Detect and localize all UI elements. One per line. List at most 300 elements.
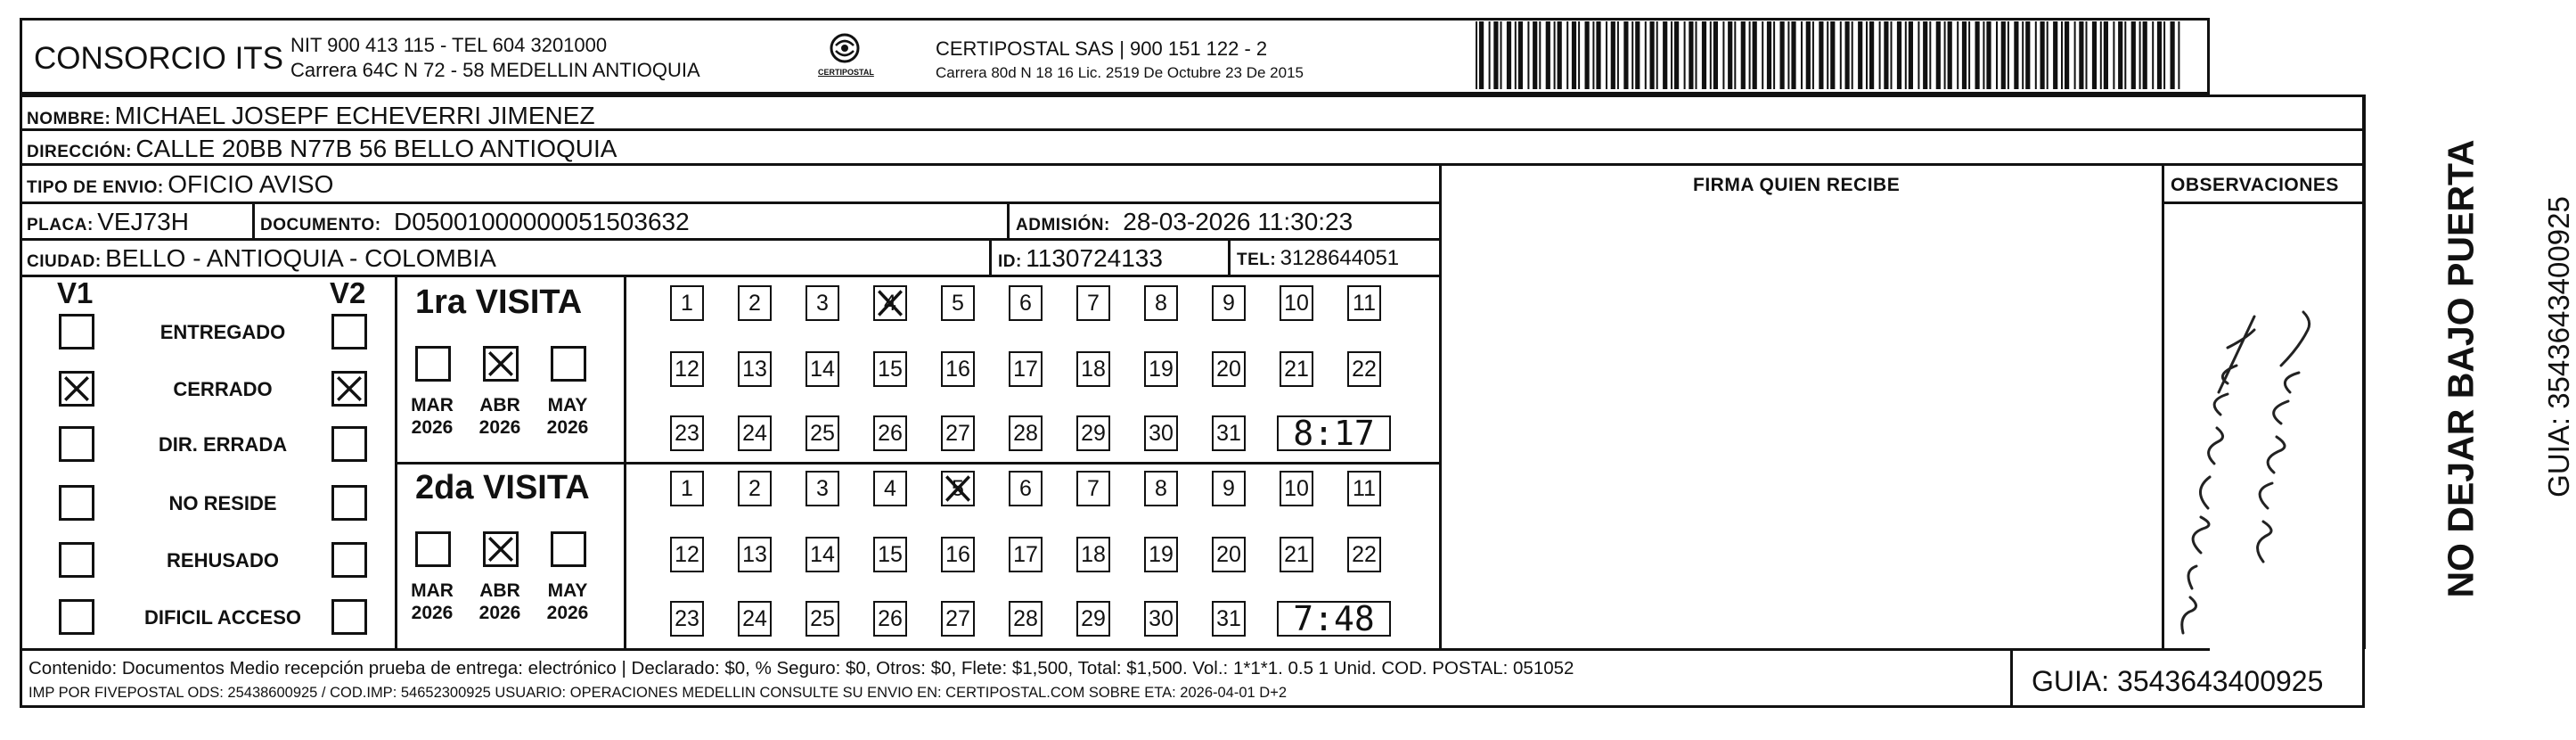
status-label: NO RESIDE (168, 492, 277, 514)
barcode-bar (1623, 21, 1628, 89)
day-number: 22 (1352, 542, 1377, 567)
col-divider (1007, 201, 1010, 239)
month-year-label (478, 580, 522, 624)
day-cell[interactable] (1212, 351, 1246, 387)
barcode-bar (1635, 21, 1640, 89)
status-v1-checkbox[interactable] (59, 599, 94, 635)
day-cell[interactable] (670, 471, 704, 506)
barcode-bar (2053, 21, 2057, 89)
day-number: 7 (1087, 291, 1100, 316)
v1-header: V1 (57, 276, 94, 309)
barcode-bar (1767, 21, 1771, 89)
day-number: 3 (816, 291, 829, 316)
barcode-bar (2074, 21, 2076, 89)
day-number: 9 (1223, 291, 1235, 316)
status-v2-checkbox[interactable] (331, 314, 367, 349)
barcode-bar (1753, 21, 1757, 89)
barcode-bar (1819, 21, 1823, 89)
day-number: 10 (1284, 476, 1309, 501)
placa-label: PLACA: (27, 216, 94, 234)
day-number: 10 (1284, 291, 1309, 316)
barcode-bar (1671, 21, 1672, 89)
day-cell[interactable] (873, 285, 907, 321)
day-cell[interactable] (1144, 285, 1178, 321)
day-number: 25 (810, 606, 835, 631)
month-checkbox[interactable] (551, 346, 586, 382)
status-v1-checkbox[interactable] (59, 426, 94, 462)
visit1-title: 1ra VISITA (415, 284, 583, 321)
row-divider (20, 163, 2363, 166)
barcode-bar (1909, 21, 1913, 89)
day-cell[interactable] (873, 537, 907, 572)
day-number: 1 (681, 476, 693, 501)
day-cell[interactable] (1280, 351, 1313, 387)
row-divider (20, 238, 1439, 241)
barcode-bar (1905, 21, 1907, 89)
nombre-value: MICHAEL JOSEPF ECHEVERRI JIMENEZ (114, 102, 595, 129)
barcode-bar (2178, 21, 2179, 89)
day-number: 6 (1019, 476, 1032, 501)
month-label: MAR (411, 395, 454, 415)
day-cell[interactable] (1144, 415, 1178, 451)
day-number: 24 (742, 606, 767, 631)
barcode-bar (1780, 21, 1785, 89)
day-number: 16 (945, 357, 970, 382)
month-checkbox[interactable] (415, 346, 451, 382)
day-number: 23 (675, 421, 699, 446)
status-v2-x-mark (334, 374, 364, 404)
barcode-bar (1507, 21, 1511, 89)
barcode-bar (1656, 21, 1658, 89)
day-cell[interactable] (941, 537, 975, 572)
company-line-1: NIT 900 413 115 - TEL 604 3201000 (290, 34, 608, 56)
day-number: 14 (810, 357, 835, 382)
barcode-bar (2118, 21, 2122, 89)
day-cell[interactable] (1280, 471, 1313, 506)
day-cell[interactable] (1009, 285, 1043, 321)
day-number: 13 (742, 542, 767, 567)
month-year-label (410, 394, 454, 439)
day-number: 29 (1081, 606, 1106, 631)
barcode-bar (1527, 21, 1529, 89)
barcode-bar (2100, 21, 2102, 89)
barcode-bar (1827, 21, 1828, 89)
barcode-bar (2014, 21, 2018, 89)
day-cell[interactable] (873, 415, 907, 451)
ciudad-value: BELLO - ANTIOQUIA - COLOMBIA (105, 244, 496, 272)
status-v2-checkbox[interactable] (331, 371, 367, 407)
barcode-bar (1558, 21, 1562, 89)
barcode-bar (2079, 21, 2083, 89)
barcode-bar (2022, 21, 2024, 89)
status-v1-checkbox[interactable] (59, 542, 94, 578)
barcode-bar (1645, 21, 1647, 89)
day-cell[interactable] (941, 351, 975, 387)
day-cell[interactable] (1280, 285, 1313, 321)
day-cell[interactable] (1212, 537, 1246, 572)
placa-value: VEJ73H (97, 208, 189, 235)
day-number: 23 (675, 606, 699, 631)
outer-right-divider (2363, 95, 2366, 649)
day-cell[interactable] (873, 601, 907, 637)
barcode-bar (1812, 21, 1814, 89)
day-cell[interactable] (1009, 537, 1043, 572)
certipostal-logo (816, 32, 873, 84)
day-cell[interactable] (1212, 471, 1246, 506)
barcode-bar (1975, 21, 1980, 89)
barcode-bar (2061, 21, 2063, 89)
nombre-label: NOMBRE: (27, 110, 111, 128)
barcode-bar (2035, 21, 2037, 89)
barcode-bar (1968, 21, 1970, 89)
status-v1-checkbox[interactable] (59, 485, 94, 521)
month-label: MAY (547, 395, 588, 415)
barcode-bar (1983, 21, 1984, 89)
day-number: 9 (1223, 476, 1235, 501)
day-cell[interactable] (806, 471, 839, 506)
day-cell[interactable] (738, 601, 772, 637)
barcode-bar (1944, 21, 1946, 89)
day-number: 16 (945, 542, 970, 567)
form-frame (20, 95, 2365, 708)
barcode-bar (1791, 21, 1795, 89)
status-v2-checkbox[interactable] (331, 426, 367, 462)
barcode-bar (1546, 21, 1550, 89)
day-number: 28 (1013, 421, 1038, 446)
day-number: 27 (945, 421, 970, 446)
year-label: 2026 (478, 603, 521, 623)
day-number: 2 (748, 476, 761, 501)
barcode-bar (1891, 21, 1893, 89)
day-cell[interactable] (670, 415, 704, 451)
tipo-value: OFICIO AVISO (168, 170, 334, 198)
day-cell[interactable] (1144, 351, 1178, 387)
day-cell[interactable] (806, 285, 839, 321)
row-divider (20, 201, 1439, 204)
tel-value: 3128644051 (1280, 246, 1400, 270)
day-cell[interactable] (738, 537, 772, 572)
day-cell[interactable] (670, 285, 704, 321)
day-number: 8 (1155, 476, 1167, 501)
barcode-bar (1948, 21, 1952, 89)
visit2-title: 2da VISITA (415, 469, 590, 506)
barcode-bar (2139, 21, 2141, 89)
day-cell[interactable] (873, 471, 907, 506)
ciudad-label: CIUDAD: (27, 252, 102, 271)
barcode-bar (1801, 21, 1803, 89)
barcode-bar (1957, 21, 1959, 89)
barcode-bar (2065, 21, 2069, 89)
barcode-bar (1840, 21, 1842, 89)
day-cell[interactable] (1280, 537, 1313, 572)
day-number: 15 (878, 357, 903, 382)
barcode-bar (1493, 21, 1498, 89)
day-cell[interactable] (738, 415, 772, 451)
barcode-bar (1702, 21, 1706, 89)
day-number: 30 (1149, 606, 1174, 631)
month-label: ABR (479, 580, 520, 601)
side-text (2372, 125, 2575, 624)
day-number: 26 (878, 421, 903, 446)
day-number: 15 (878, 542, 903, 567)
day-cell[interactable] (1009, 601, 1043, 637)
day-number: 29 (1081, 421, 1106, 446)
status-label: CERRADO (173, 378, 273, 400)
day-cell[interactable] (670, 601, 704, 637)
barcode-bar (1592, 21, 1594, 89)
day-number: 4 (884, 476, 896, 501)
day-cell[interactable] (738, 285, 772, 321)
day-cell[interactable] (1212, 415, 1246, 451)
barcode-bar (1515, 21, 1517, 89)
barcode-bar (2025, 21, 2030, 89)
day-number: 28 (1013, 606, 1038, 631)
barcode-bar (2163, 21, 2165, 89)
obs-divider (2162, 163, 2164, 649)
day-cell[interactable] (670, 537, 704, 572)
month-year-label (545, 580, 590, 624)
day-number: 11 (1353, 291, 1376, 316)
barcode-bar (1918, 21, 1919, 89)
day-number: 31 (1216, 606, 1241, 631)
day-cell[interactable] (806, 601, 839, 637)
day-cell[interactable] (1076, 537, 1110, 572)
barcode-bar (2092, 21, 2097, 89)
barcode-bar (1713, 21, 1718, 89)
barcode-bar (1518, 21, 1523, 89)
barcode-bar (1489, 21, 1491, 89)
barcode-bar (1936, 21, 1941, 89)
day-cell[interactable] (806, 351, 839, 387)
footer-line-1: Contenido: Documentos Medio recepción prueba de entrega: electrónico | Declarado: $0, % Seguro: $0, Otros: $0, Flete: $1,500, Total: $1,500. Vol.: 1*1*1. 0.5 1 Unid. COD. POSTAL: 051052 (29, 658, 1574, 678)
documento-value: D05001000000051503632 (394, 208, 690, 235)
status-label: ENTREGADO (159, 321, 286, 343)
day-number: 18 (1081, 542, 1106, 567)
barcode-bar (1710, 21, 1712, 89)
day-cell[interactable] (1347, 537, 1381, 572)
barcode-bar (1869, 21, 1874, 89)
barcode-bar (2124, 21, 2126, 89)
day-cell[interactable] (1144, 471, 1178, 506)
day-number: 6 (1019, 291, 1032, 316)
day-number: 12 (675, 357, 699, 382)
day-number: 21 (1284, 542, 1309, 567)
visit-time-box[interactable]: 8:17 (1277, 415, 1391, 451)
day-number: 18 (1081, 357, 1106, 382)
tipo-label: TIPO DE ENVIO: (27, 178, 164, 197)
month-label: MAY (547, 580, 588, 601)
barcode-bar (1762, 21, 1763, 89)
day-cell[interactable] (1144, 537, 1178, 572)
direccion-value: CALLE 20BB N77B 56 BELLO ANTIOQUIA (135, 135, 617, 162)
day-number: 19 (1149, 357, 1174, 382)
barcode-bar (1585, 21, 1590, 89)
logo-text: CERTIPOSTAL (818, 68, 874, 77)
visit-divider (395, 462, 1440, 465)
barcode-bar (1996, 21, 1998, 89)
barcode-bar (2131, 21, 2136, 89)
day-number: 14 (810, 542, 835, 567)
status-label: DIFICIL ACCESO (143, 606, 301, 629)
observaciones-header: OBSERVACIONES (2171, 175, 2339, 195)
day-number: 26 (878, 606, 903, 631)
day-cell[interactable] (873, 351, 907, 387)
barcode-bar (1741, 21, 1746, 89)
day-cell[interactable] (1347, 351, 1381, 387)
barcode-bar (1617, 21, 1619, 89)
barcode-bar (2171, 21, 2175, 89)
day-cell[interactable] (806, 415, 839, 451)
direccion-label: DIRECCIÓN: (27, 143, 132, 161)
barcode-bar (1879, 21, 1881, 89)
barcode-bar (2157, 21, 2162, 89)
day-number: 12 (675, 542, 699, 567)
id-value: 1130724133 (1026, 244, 1163, 272)
day-number: 17 (1013, 357, 1038, 382)
guia-box-divider (2010, 648, 2013, 708)
col-divider (252, 201, 255, 239)
barcode-bar (1554, 21, 1556, 89)
status-v1-x-mark (61, 374, 92, 404)
day-cell[interactable] (1076, 415, 1110, 451)
day-number: 7 (1087, 476, 1100, 501)
barcode-bar (1696, 21, 1697, 89)
month-x-mark (486, 534, 516, 564)
month-checkbox[interactable] (415, 531, 451, 567)
day-cell[interactable] (1347, 285, 1381, 321)
day-cell[interactable] (1347, 471, 1381, 506)
day-number: 11 (1353, 476, 1376, 501)
day-number: 17 (1013, 542, 1038, 567)
status-v2-checkbox[interactable] (331, 542, 367, 578)
barcode-bar (1596, 21, 1600, 89)
day-cell[interactable] (1009, 471, 1043, 506)
admision-value: 28-03-2026 11:30:23 (1123, 208, 1353, 235)
month-year-label (410, 580, 454, 624)
status-v1-checkbox[interactable] (59, 314, 94, 349)
barcode-bar (1650, 21, 1655, 89)
day-cell[interactable] (670, 351, 704, 387)
status-v1-checkbox[interactable] (59, 371, 94, 407)
documento-label: DOCUMENTO: (260, 216, 381, 234)
tel-label: TEL: (1237, 251, 1277, 269)
day-cell[interactable] (941, 471, 975, 506)
day-cell[interactable] (1212, 601, 1246, 637)
day-cell[interactable] (941, 601, 975, 637)
day-cell[interactable] (738, 471, 772, 506)
obs-header-divider (2162, 201, 2365, 204)
year-label: 2026 (411, 603, 454, 623)
row-divider (20, 648, 2210, 651)
day-number: 8 (1155, 291, 1167, 316)
visit-time-box[interactable]: 7:48 (1277, 601, 1391, 637)
day-cell[interactable] (1076, 471, 1110, 506)
month-checkbox[interactable] (483, 346, 519, 382)
day-number: 19 (1149, 542, 1174, 567)
barcode-bar (2008, 21, 2009, 89)
day-number: 2 (748, 291, 761, 316)
left-data-divider (1439, 163, 1442, 649)
day-number: 30 (1149, 421, 1174, 446)
barcode-bar (2104, 21, 2108, 89)
firma-header: FIRMA QUIEN RECIBE (1693, 175, 1901, 195)
day-number: 22 (1352, 357, 1377, 382)
month-year-label (545, 394, 590, 439)
day-cell[interactable] (1144, 601, 1178, 637)
status-v2-checkbox[interactable] (331, 599, 367, 635)
company-line-2: Carrera 64C N 72 - 58 MEDELLIN ANTIOQUIA (290, 59, 700, 81)
barcode-bar (1476, 21, 1477, 89)
barcode-bar (1852, 21, 1853, 89)
day-cell[interactable] (738, 351, 772, 387)
day-cell[interactable] (1009, 351, 1043, 387)
day-cell[interactable] (1009, 415, 1043, 451)
day-number: 4 (884, 291, 896, 316)
day-number: 25 (810, 421, 835, 446)
day-number: 5 (952, 291, 964, 316)
month-checkbox[interactable] (483, 531, 519, 567)
status-v2-checkbox[interactable] (331, 485, 367, 521)
barcode-bar (1866, 21, 1868, 89)
barcode-bar (1749, 21, 1751, 89)
courier-line-2: Carrera 80d N 18 16 Lic. 2519 De Octubre 23 De 2015 (936, 64, 1304, 81)
month-year-label (478, 394, 522, 439)
courier-line-1: CERTIPOSTAL SAS | 900 151 122 - 2 (936, 37, 1268, 60)
barcode-bar (1884, 21, 1888, 89)
day-number: 5 (952, 476, 964, 501)
barcode-bar (1566, 21, 1568, 89)
barcode-bar (1611, 21, 1615, 89)
month-label: MAR (411, 580, 454, 601)
barcode-bar (1830, 21, 1835, 89)
barcode-bar (1858, 21, 1862, 89)
day-number: 20 (1216, 542, 1241, 567)
footer-line-2: IMP POR FIVEPOSTAL ODS: 25438600925 / COD.IMP: 54652300925 USUARIO: OPERACIONES MEDELLIN CONSULTE SU ENVIO EN: CERTIPOSTAL.COM SOBRE ETA: 2026-04-01 D+2 (29, 685, 1288, 701)
month-checkbox[interactable] (551, 531, 586, 567)
barcode (1476, 21, 2188, 89)
month-label: ABR (479, 395, 520, 415)
day-cell[interactable] (1076, 285, 1110, 321)
day-cell[interactable] (1076, 351, 1110, 387)
year-label: 2026 (546, 417, 589, 438)
barcode-bar (1631, 21, 1633, 89)
day-number: 24 (742, 421, 767, 446)
observacion-handwriting (2165, 283, 2361, 642)
barcode-bar (2001, 21, 2006, 89)
day-cell[interactable] (941, 415, 975, 451)
barcode-bar (2047, 21, 2049, 89)
barcode-bar (1734, 21, 1736, 89)
day-cell[interactable] (1076, 601, 1110, 637)
barcode-bar (1689, 21, 1693, 89)
day-number: 27 (945, 606, 970, 631)
barcode-bar (1773, 21, 1775, 89)
barcode-bar (2152, 21, 2154, 89)
day-cell[interactable] (1212, 285, 1246, 321)
day-cell[interactable] (941, 285, 975, 321)
side-warning: NO DEJAR BAJO PUERTA (2440, 139, 2482, 598)
day-cell[interactable] (806, 537, 839, 572)
barcode-bar (1962, 21, 1967, 89)
barcode-bar (1533, 21, 1537, 89)
barcode-bar (1606, 21, 1607, 89)
barcode-bar (1923, 21, 1927, 89)
year-label: 2026 (411, 417, 454, 438)
footer-guia: GUIA: 3543643400925 (2032, 665, 2324, 697)
day-number: 20 (1216, 357, 1241, 382)
observacion-text: puerta cerra no hay (2165, 283, 2289, 298)
col-divider (1228, 238, 1231, 275)
